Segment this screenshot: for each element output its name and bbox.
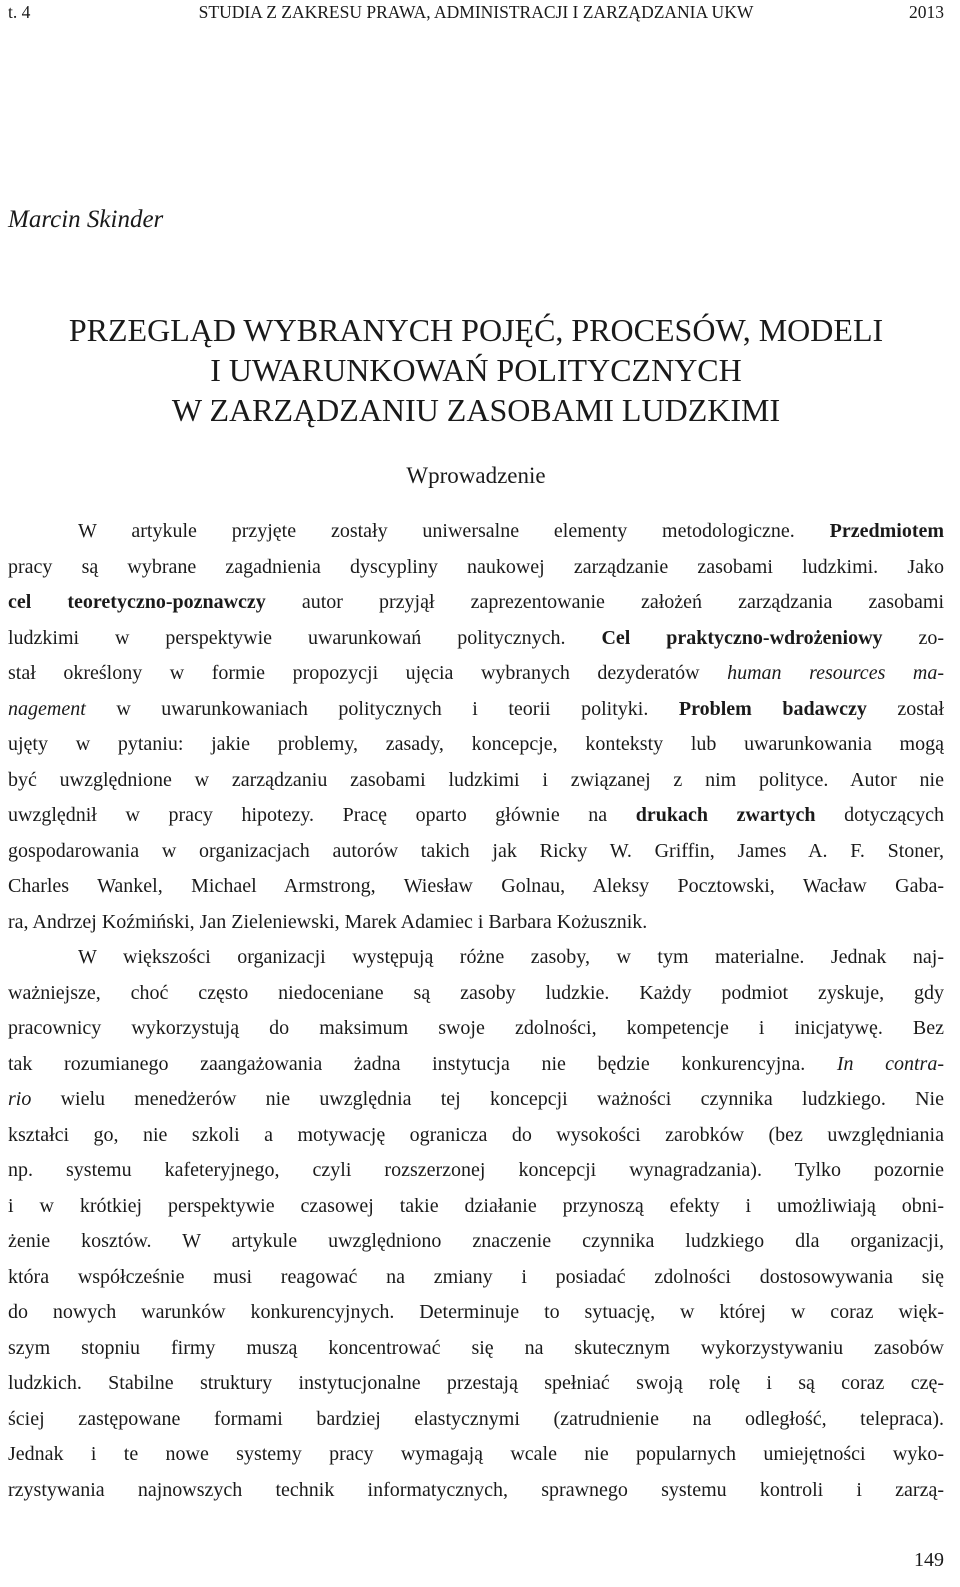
title-line: I UWARUNKOWAŃ POLITYCZNYCH <box>210 352 742 388</box>
title-line: W ZARZĄDZANIU ZASOBAMI LUDZKIMI <box>171 392 781 428</box>
text-line: uwzględnił w pracy hipotezy. Pracę oparto głównie na drukach zwartych dotyczących <box>8 804 944 826</box>
text-line: ważniejsze, choć często niedoceniane są zasoby ludzkie. Każdy podmiot zyskuje, gdy <box>8 981 944 1004</box>
text-line: stał określony w formie propozycji ujęcia wybranych dezyderatów human resources ma- <box>8 662 944 684</box>
text-line: ściej zastępowane formami bardziej elastycznymi (zatrudnienie na odległość, telepraca). <box>8 1407 944 1430</box>
text-line: Jednak i te nowe systemy pracy wymagają wcale nie popularnych umiejętności wyko- <box>8 1443 944 1465</box>
author-name: Marcin Skinder <box>8 206 164 233</box>
body-text <box>8 514 944 1508</box>
running-header <box>8 0 944 26</box>
text-line: Charles Wankel, Michael Armstrong, Wiesław Golnau, Aleksy Pocztowski, Wacław Gaba- <box>8 875 944 897</box>
text-line: np. systemu kafeteryjnego, czyli rozszerzonej koncepcji wynagradzania). Tylko pozornie <box>8 1159 944 1181</box>
text-line: pracy są wybrane zagadnienia dyscypliny naukowej zarządzanie zasobami ludzkimi. Jako <box>8 555 944 578</box>
title-line: PRZEGLĄD WYBRANYCH POJĘĆ, PROCESÓW, MODELI <box>68 312 884 348</box>
text-line: pracownicy wykorzystują do maksimum swoje zdolności, kompetencje i inicjatywę. Bez <box>8 1017 944 1039</box>
text-line: szym stopniu firmy muszą koncentrować się na skutecznym wykorzystywaniu zasobów <box>8 1336 944 1359</box>
year-label: 2013 <box>909 2 944 22</box>
text-line: do nowych warunków konkurencyjnych. Determinuje to sytuację, w której w coraz więk- <box>8 1301 944 1323</box>
journal-title: STUDIA Z ZAKRESU PRAWA, ADMINISTRACJI I ZARZĄDZANIA UKW <box>198 2 754 22</box>
text-line: rio wielu menedżerów nie uwzględnia tej koncepcji ważności czynnika ludzkiego. Nie <box>8 1088 944 1110</box>
text-line: W artykule przyjęte zostały uniwersalne elementy metodologiczne. Przedmiotem <box>78 520 944 542</box>
page-number: 149 <box>914 1549 944 1571</box>
text-line: rzystywania najnowszych technik informatycznych, sprawnego systemu kontroli i zarzą- <box>8 1478 944 1501</box>
section-heading: Wprowadzenie <box>406 463 546 488</box>
text-line: która współcześnie musi reagować na zmiany i posiadać zdolności dostosowywania się <box>8 1265 944 1288</box>
text-line: i w krótkiej perspektywie czasowej takie działanie przynoszą efekty i umożliwiają obni- <box>8 1194 944 1217</box>
text-line: W większości organizacji występują różne zasoby, w tym materialne. Jednak naj- <box>78 946 944 968</box>
text-line: ra, Andrzej Koźmiński, Jan Zieleniewski, Marek Adamiec i Barbara Kożusznik. <box>8 910 648 933</box>
text-line: tak rozumianego zaangażowania żadna instytucja nie będzie konkurencyjna. In contra- <box>8 1052 944 1075</box>
text-line: nagement w uwarunkowaniach politycznych i teorii polityki. Problem badawczy został <box>8 697 944 720</box>
text-line: gospodarowania w organizacjach autorów takich jak Ricky W. Griffin, James A. F. Stoner, <box>8 839 944 862</box>
article-title <box>8 310 944 430</box>
text-line: cel teoretyczno-poznawczy autor przyjął zaprezentowanie założeń zarządzania zasobami <box>8 591 944 613</box>
text-line: kształci go, nie szkoli a motywację ogranicza do wysokości zarobków (bez uwzględniania <box>8 1123 944 1146</box>
text-line: ludzkich. Stabilne struktury instytucjonalne przestają spełniać swoją rolę i są coraz czę- <box>8 1372 944 1394</box>
text-line: ujęty w pytaniu: jakie problemy, zasady, koncepcje, konteksty lub uwarunkowania mogą <box>8 733 944 755</box>
volume-label: t. 4 <box>8 2 31 22</box>
text-line: być uwzględnione w zarządzaniu zasobami ludzkimi i związanej z nim polityce. Autor nie <box>8 768 944 791</box>
text-line: ludzkimi w perspektywie uwarunkowań politycznych. Cel praktyczno-wdrożeniowy zo- <box>8 626 944 649</box>
text-line: żenie kosztów. W artykule uwzględniono znaczenie czynnika ludzkiego dla organizacji, <box>8 1230 944 1252</box>
